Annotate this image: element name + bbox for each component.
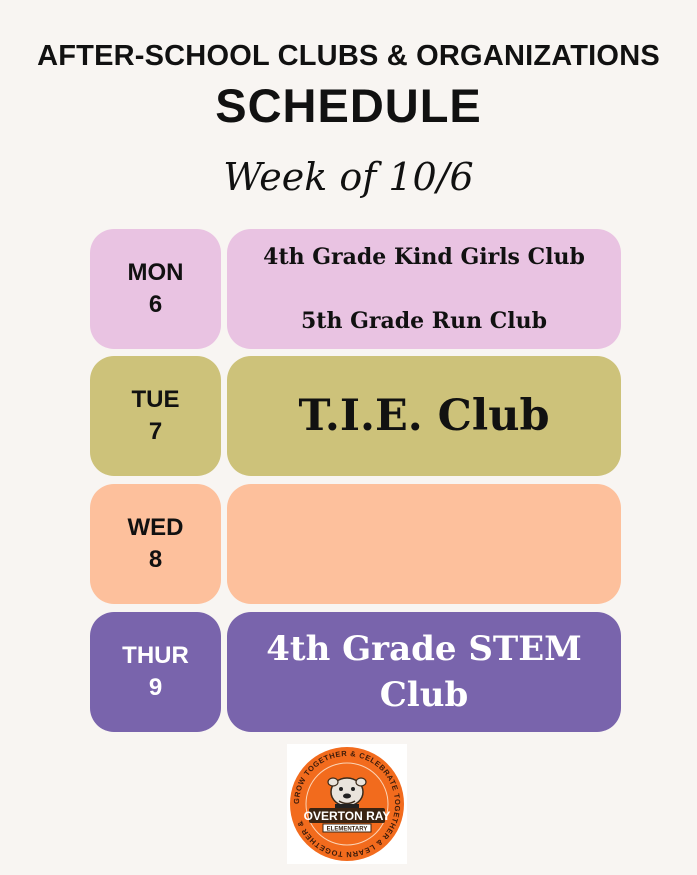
day-cell-wednesday	[90, 484, 221, 604]
logo-school-name: OVERTON RAY	[303, 809, 391, 823]
title-line-1: AFTER-SCHOOL CLUBS & ORGANIZATIONS	[37, 40, 660, 72]
logo-school-sub: ELEMENTARY	[326, 826, 368, 833]
schedule-row-tuesday	[90, 356, 621, 476]
logo-ring-text: GROW TOGETHER & CELEBRATE TOGETHER & LEARN TOGETHER &	[291, 748, 403, 860]
day-date: 6	[148, 291, 163, 318]
events-cell-wednesday	[227, 484, 621, 604]
school-logo-graphic	[287, 744, 407, 864]
school-logo	[287, 744, 407, 864]
title-schedule: SCHEDULE	[215, 79, 482, 132]
day-date: 8	[148, 546, 163, 573]
day-date: 7	[148, 418, 163, 445]
week-label: Week of 10/6	[223, 155, 474, 199]
event-run-club: 5th Grade Run Club	[301, 308, 547, 334]
day-cell-tuesday	[90, 356, 221, 476]
schedule-row-monday	[90, 229, 621, 349]
day-cell-monday	[90, 229, 221, 349]
event-stem-club: 4th Grade STEM Club	[266, 629, 582, 715]
day-name: MON	[127, 259, 184, 286]
event-kind-girls-club: 4th Grade Kind Girls Club	[263, 244, 585, 270]
day-cell-thursday	[90, 612, 221, 732]
events-cell-tuesday	[227, 356, 621, 476]
schedule-row-wednesday	[90, 484, 621, 604]
event-tie-club: T.I.E. Club	[298, 391, 550, 441]
day-date: 9	[148, 674, 163, 701]
events-cell-thursday	[227, 612, 621, 732]
day-name: THUR	[122, 642, 189, 669]
events-cell-monday	[227, 229, 621, 349]
day-name: WED	[127, 514, 184, 541]
schedule-row-thursday	[90, 612, 621, 732]
day-name: TUE	[131, 386, 180, 413]
